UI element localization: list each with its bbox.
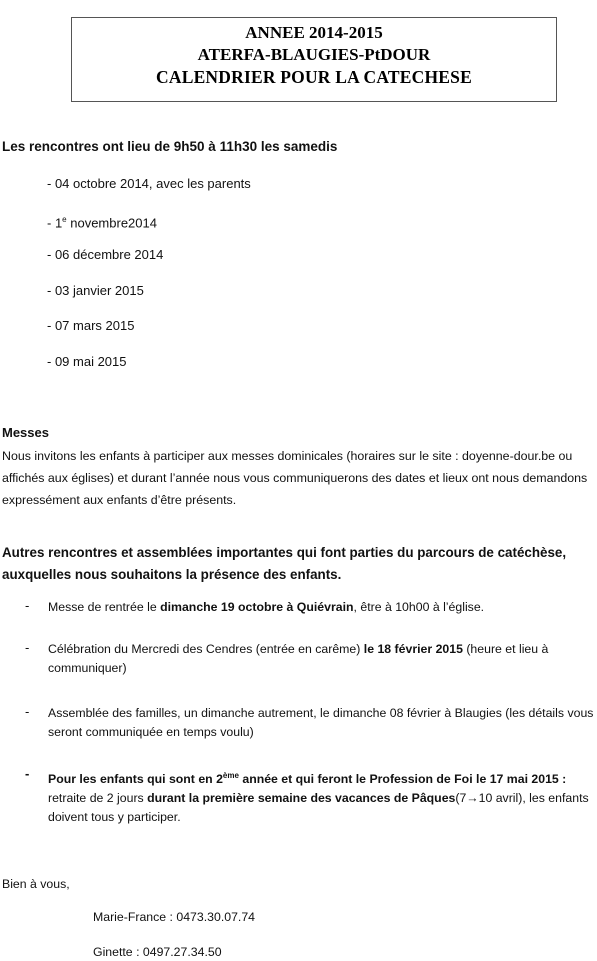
- event-text-part: (7→10 avril), les enfants doivent tous y participer.: [48, 791, 589, 825]
- event-text: [48, 640, 594, 678]
- meeting-date: [47, 211, 251, 247]
- ordinal-suffix: ème: [222, 771, 239, 780]
- contact-line: Ginette : 0497.27.34.50: [93, 945, 222, 959]
- event-text: [48, 766, 594, 827]
- event-highlight: dimanche 19 octobre à Quiévrain: [160, 600, 354, 614]
- title-parishes: ATERFA-BLAUGIES-PtDOUR: [197, 45, 431, 64]
- event-text-part: Célébration du Mercredi des Cendres (entrée en carême): [48, 642, 364, 656]
- meeting-dates-list: [47, 175, 251, 389]
- meeting-date: - 07 mars 2015: [47, 318, 135, 334]
- meeting-date: - 04 octobre 2014, avec les parents: [47, 176, 251, 191]
- event-highlight: le 18 février 2015: [363, 642, 463, 656]
- ordinal-suffix: e: [62, 214, 67, 224]
- event-text-part: (heure et lieu à communiquer): [48, 642, 549, 675]
- event-text-part: , être à 10h00 à l’église.: [353, 600, 485, 614]
- masses-paragraph: Nous invitons les enfants à participer aux messes dominicales (horaires sur le site : doyenne-dour.be ou affichés aux églises) et durant l’année nous vous communiquerons des dates et lieux ont nous demandons expressément aux enfants d’être présents.: [2, 449, 588, 507]
- event-text-part: retraite de 2 jours: [48, 791, 148, 806]
- masses-heading: Messes: [2, 425, 49, 440]
- bullet-dash: -: [25, 640, 30, 655]
- event-text: Assemblée des familles, un dimanche autrement, le dimanche 08 février à Blaugies (les détails vous seront communiquée en temps voulu): [48, 706, 594, 739]
- meeting-date: - 06 décembre 2014: [47, 247, 164, 263]
- bullet-dash: -: [25, 704, 30, 719]
- title-box: [71, 17, 557, 102]
- title-year: ANNEE 2014-2015: [245, 23, 383, 42]
- contact-line: Marie-France : 0473.30.07.74: [93, 910, 256, 924]
- bullet-dash: -: [25, 598, 30, 613]
- event-highlight: Pour les enfants qui sont en 2: [48, 772, 223, 787]
- bullet-dash: -: [25, 766, 30, 781]
- closing-greeting: Bien à vous,: [2, 877, 70, 891]
- other-meetings-heading: Autres rencontres et assemblées importantes qui font parties du parcours de catéchèse, auxquelles nous souhaitons la présence des enfants.: [2, 545, 567, 582]
- event-highlight: année et qui feront le Profession de Foi le 17 mai 2015 :: [238, 772, 567, 787]
- meeting-date: - 09 mai 2015: [47, 353, 127, 369]
- title-calendar: CALENDRIER POUR LA CATECHESE: [156, 67, 472, 87]
- meeting-date-prefix: - 1: [47, 214, 63, 230]
- meeting-date: - 03 janvier 2015: [47, 282, 144, 298]
- event-highlight: durant la première semaine des vacances de Pâques: [147, 791, 456, 806]
- meeting-date-rest: novembre2014: [66, 214, 157, 230]
- event-text: [48, 598, 594, 617]
- meetings-intro: Les rencontres ont lieu de 9h50 à 11h30 les samedis: [2, 139, 338, 154]
- event-text-part: Messe de rentrée le: [48, 600, 161, 614]
